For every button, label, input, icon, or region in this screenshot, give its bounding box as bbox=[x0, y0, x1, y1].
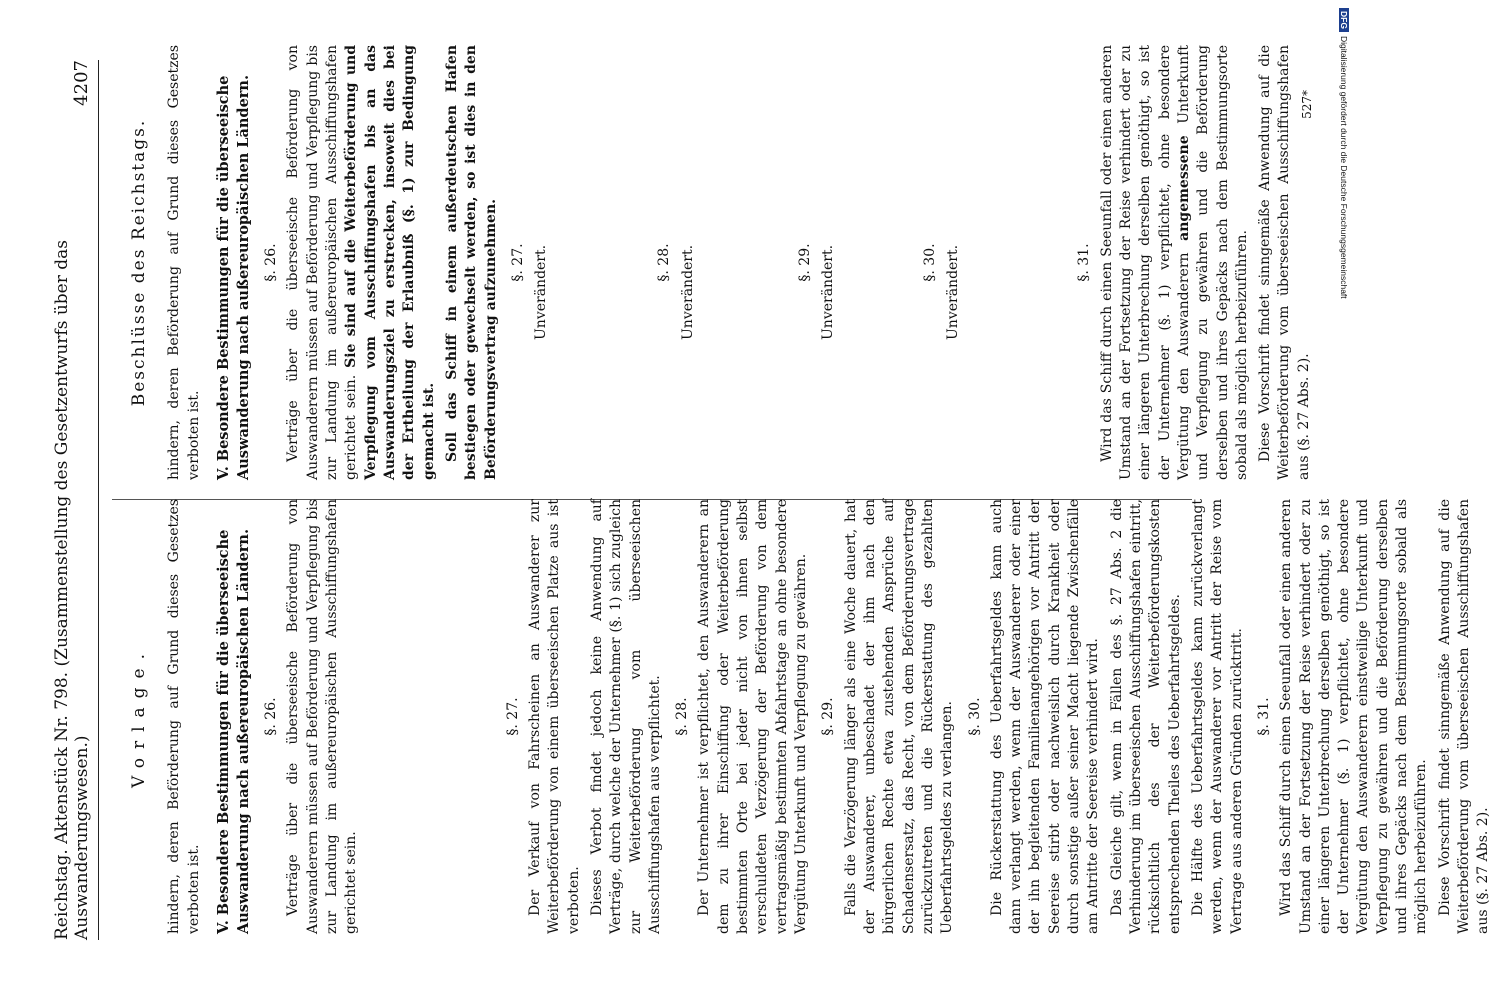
amendment-text: Sie sind auf die Weiterbeförderung und Verpflegung vom Ausschiffungshafen bis an das Auswanderungsziel zu erstrecken, insoweit dies bei der Ertheilung der Erlaubniß (§. 1) zur Bedingung gemacht ist. bbox=[343, 45, 437, 480]
paragraph-label: §. 30. bbox=[966, 697, 983, 736]
page-number: 4207 bbox=[71, 60, 92, 106]
digitization-credit bbox=[1337, 8, 1351, 998]
running-header bbox=[52, 60, 99, 940]
paragraph-text: Die Hälfte des Ueberfahrtsgeldes kann zurückverlangt werden, wenn der Auswanderer vor Antritt der Reise vom Vertrage aus anderen Gründen zurücktritt. bbox=[1189, 499, 1245, 934]
unchanged-note: Unverändert. bbox=[679, 244, 696, 340]
paragraph-text-plain: Verträge über die überseeische Beförderung von Auswanderern müssen auf Beförderung und Verpflegung bis zur Landung im außereuropäischen Ausschiffungshafen gerichtet sein. bbox=[285, 45, 360, 480]
paragraph-label: §. 30. bbox=[921, 243, 938, 282]
paragraph-text-plain: Unterkunft und Verpflegung zu gewähren und die Beförderung derselben und ihres Gepäcks nach dem Bestimmungsorte sobald als möglich herbeizuführen. bbox=[1175, 45, 1250, 480]
paragraph-label: §. 28. bbox=[674, 697, 691, 736]
paragraph-text: Falls die Verzögerung länger als eine Woche dauert, hat der Auswanderer, unbeschadet der ihm nach den bürgerlichen Rechte etwa zustehenden Ansprüche auf Schadensersatz, das Recht, von dem Beförderungsvertrage zurückzutreten und die Rückerstattung des gezahlten Ueberfahrtsgeldes zu verlangen. bbox=[842, 499, 956, 934]
paragraph-label: §. 27. bbox=[509, 243, 526, 282]
column-title-beschluesse: Beschlüsse des Reichstags. bbox=[129, 118, 149, 407]
paragraph-label: §. 31. bbox=[1076, 243, 1093, 282]
paragraph-text: Diese Vorschrift findet sinngemäße Anwendung auf die Weiterbeförderung vom überseeischen Ausschiffungshafen aus (§. 27 Abs. 2). bbox=[1436, 499, 1492, 934]
paragraph-label: §. 29. bbox=[797, 243, 814, 282]
unchanged-note: Unverändert. bbox=[945, 244, 962, 340]
paragraph-text: Der Unternehmer ist verpflichtet, den Auswanderern an dem zu ihrer Einschiffung oder Weiterbeförderung bestimmten Orte bei jeder nicht von ihnen selbst verschuldeten Verzögerung der Beförderung von dem vertragsmäßig bestimmten Abfahrtstage an ohne besondere Vergütung Unterkunft und Verpflegung zu gewähren. bbox=[696, 499, 810, 934]
dfg-logo: DFG bbox=[1339, 8, 1349, 32]
column-title-vorlage: Vorlage. bbox=[129, 645, 149, 788]
column-vorlage bbox=[118, 499, 1498, 934]
paragraph-text bbox=[284, 45, 439, 480]
paragraph-text: Dieses Verbot findet jedoch keine Anwendung auf Verträge, durch welche der Unternehmer (§. 1) sich zugleich zur Weiterbeförderung vom überseeischen Ausschiffungshafen aus verpflichtet. bbox=[588, 499, 663, 934]
paragraph-text: Der Verkauf von Fahrscheinen an Auswanderer zur Weiterbeförderung von einem überseeischen Platze aus ist verboten. bbox=[526, 499, 582, 934]
paragraph-label: §. 28. bbox=[656, 243, 673, 282]
amendment-word: angemessene bbox=[1175, 135, 1192, 241]
paragraph-label: §. 26. bbox=[263, 697, 280, 736]
paragraph-text-plain: Wird das Schiff durch einen Seeunfall oder einen anderen Umstand an der Fortsetzung der Reise verhindert oder zu einer längeren Unterbrechung derselben genöthigt, so ist der Unternehmer (§. 1) verpflichtet, ohne besondere Vergütung den Auswanderern bbox=[1098, 45, 1192, 480]
paragraph-text: Wird das Schiff durch einen Seeunfall oder einen anderen Umstand an der Fortsetzung der Reise verhindert oder zu einer längeren Unterbrechung derselben genöthigt, so ist der Unternehmer (§. 1) verpflichtet, ohne besondere Vergütung den Auswanderern einstweilige Unterkunft und Verpflegung zu gewähren und die Beförderung derselben und ihres Gepäcks nach dem Bestimmungsorte sobald als möglich herbeizuführen. bbox=[1278, 499, 1430, 934]
signature-mark: 527* bbox=[1300, 90, 1314, 119]
unchanged-note: Unverändert. bbox=[820, 244, 837, 340]
paragraph-text: Diese Vorschrift findet sinngemäße Anwendung auf die Weiterbeförderung vom überseeischen Ausschiffungshafen aus (§. 27 Abs. 2). bbox=[1257, 45, 1312, 480]
paragraph-label: §. 31. bbox=[1255, 697, 1272, 736]
intro-text: hindern, deren Beförderung auf Grund dieses Gesetzes verboten ist. bbox=[166, 499, 202, 934]
paragraph-text bbox=[1098, 45, 1253, 480]
section-heading: V. Besondere Bestimmungen für die überseeische Auswanderung nach außereuropäischen Ländern. bbox=[215, 528, 253, 934]
amendment-text: Soll das Schiff in einem außerdeutschen Hafen bestiegen oder gewechselt werden, so ist dies in den Beförderungsvertrag aufzunehmen. bbox=[443, 45, 499, 480]
paragraph-label: §. 26. bbox=[263, 243, 280, 282]
column-beschluesse bbox=[118, 45, 1318, 480]
paragraph-text: Verträge über die überseeische Beförderung von Auswanderern müssen auf Beförderung und Verpflegung bis zur Landung im außereuropäischen Ausschiffungshafen gerichtet sein. bbox=[285, 499, 360, 934]
paragraph-text: Das Gleiche gilt, wenn in Fällen des §. 27 Abs. 2 die Verhinderung im überseeischen Ausschiffungshafen eintritt, rücksichtlich des der Weiterbeförderungskosten entsprechenden Theiles des Ueberfahrtsgeldes. bbox=[1108, 499, 1183, 934]
header-title: Reichstag. Aktenstück Nr. 798. (Zusammenstellung des Gesetzentwurfs über das Auswanderungswesen.) bbox=[52, 239, 92, 940]
paragraph-label: §. 29. bbox=[820, 697, 837, 736]
credit-text: Digitalisierung gefördert durch die Deutsche Forschungsgemeinschaft bbox=[1339, 35, 1349, 299]
section-heading: V. Besondere Bestimmungen für die überseeische Auswanderung nach außereuropäischen Ländern. bbox=[215, 74, 253, 480]
intro-text: hindern, deren Beförderung auf Grund dieses Gesetzes verboten ist. bbox=[166, 45, 202, 480]
paragraph-label: §. 27. bbox=[504, 697, 521, 736]
paragraph-text: Die Rückerstattung des Ueberfahrtsgeldes kann auch dann verlangt werden, wenn der Auswanderer oder einer der ihn begleitenden Familienangehörigen vor Antritt der Seereise stirbt oder nachweislich durch Krankheit oder durch sonstige außer seiner Macht liegende Zwischenfälle am Antritte der Seereise verhindert wird. bbox=[988, 499, 1102, 934]
unchanged-note: Unverändert. bbox=[533, 244, 550, 340]
